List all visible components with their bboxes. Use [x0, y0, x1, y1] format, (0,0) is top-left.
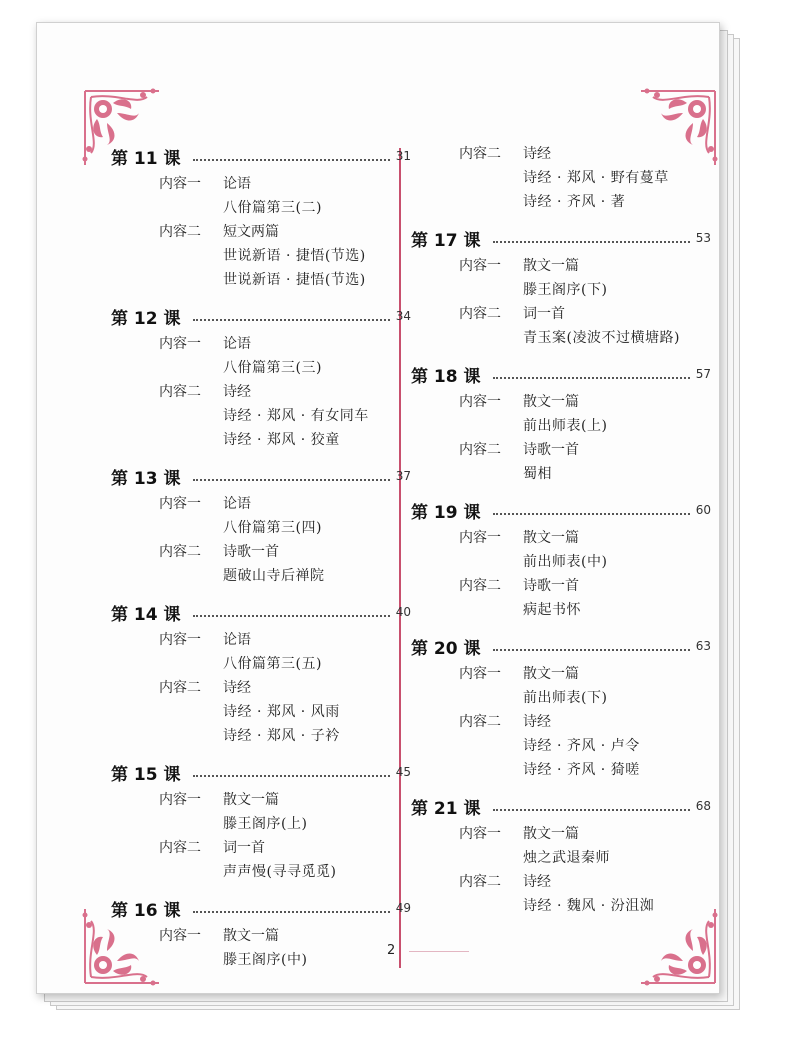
toc-entry[interactable] [411, 325, 711, 349]
content-row[interactable] [111, 171, 411, 195]
toc-entry[interactable] [411, 189, 711, 213]
lesson-header[interactable] [111, 893, 411, 923]
toc-lesson [411, 223, 711, 349]
lesson-title: 第 18 课 [411, 366, 481, 387]
entry-title: 诗经 · 郑风 · 野有蔓草 [523, 170, 669, 186]
entry-title: 世说新语 · 捷悟(节选) [223, 272, 366, 288]
lesson-spacer [411, 485, 711, 495]
entry-title: 声声慢(寻寻觅觅) [223, 864, 337, 880]
content-row[interactable] [411, 709, 711, 733]
lesson-page-number: 37 [395, 469, 411, 483]
content-title: 散文一篇 [523, 258, 579, 274]
entry-title: 八佾篇第三(四) [223, 520, 322, 536]
lesson-spacer [111, 291, 411, 301]
toc-entry[interactable] [411, 733, 711, 757]
lesson-title: 第 13 课 [111, 468, 181, 489]
content-label: 内容二 [159, 224, 201, 240]
entry-title: 诗经 · 郑风 · 狡童 [223, 432, 340, 448]
entry-title: 八佾篇第三(三) [223, 360, 322, 376]
toc-lesson [111, 893, 411, 971]
lesson-title: 第 20 课 [411, 638, 481, 659]
content-title: 诗歌一首 [223, 544, 279, 560]
content-label: 内容一 [459, 394, 501, 410]
lesson-spacer [411, 917, 711, 927]
entry-title: 诗经 · 齐风 · 猗嗟 [523, 762, 640, 778]
lesson-title: 第 21 课 [411, 798, 481, 819]
content-label: 内容一 [159, 792, 201, 808]
toc-lesson [111, 597, 411, 747]
lesson-page-number: 31 [395, 149, 411, 163]
entry-title: 八佾篇第三(二) [223, 200, 322, 216]
content-title: 诗经 [523, 874, 551, 890]
toc-entry[interactable] [411, 845, 711, 869]
lesson-spacer [411, 781, 711, 791]
toc-lesson [111, 301, 411, 451]
content-label: 内容二 [459, 874, 501, 890]
toc-column-right [411, 141, 711, 927]
content-title: 诗经 [523, 714, 551, 730]
content-title: 短文两篇 [223, 224, 279, 240]
lesson-page-number: 57 [695, 367, 711, 381]
toc-entry[interactable] [411, 893, 711, 917]
toc-entry[interactable] [111, 699, 411, 723]
content-label: 内容二 [159, 840, 201, 856]
entry-title: 题破山寺后禅院 [223, 568, 325, 584]
content-label: 内容二 [159, 544, 201, 560]
entry-title: 病起书怀 [523, 602, 581, 618]
toc-entry[interactable] [111, 859, 411, 883]
entry-title: 八佾篇第三(五) [223, 656, 322, 672]
footer-rule [409, 951, 469, 952]
toc-entry[interactable] [111, 243, 411, 267]
toc-lesson [411, 791, 711, 917]
lesson-page-number: 63 [695, 639, 711, 653]
lesson-header[interactable] [111, 141, 411, 171]
dot-leader [493, 649, 690, 651]
entry-title: 蜀相 [523, 466, 552, 482]
lesson-page-number: 45 [395, 765, 411, 779]
lesson-spacer [411, 213, 711, 223]
toc-entry[interactable] [111, 651, 411, 675]
lesson-header[interactable] [411, 223, 711, 253]
content-label: 内容一 [159, 928, 201, 944]
dot-leader [193, 479, 390, 481]
content-title: 论语 [223, 176, 251, 192]
content-row[interactable] [111, 219, 411, 243]
toc-entry[interactable] [411, 277, 711, 301]
content-row[interactable] [111, 923, 411, 947]
lesson-spacer [411, 621, 711, 631]
content-label: 内容一 [159, 336, 201, 352]
toc-entry[interactable] [111, 563, 411, 587]
lesson-spacer [411, 349, 711, 359]
lesson-page-number: 34 [395, 309, 411, 323]
content-label: 内容一 [459, 258, 501, 274]
dot-leader [193, 911, 390, 913]
entry-title: 诗经 · 郑风 · 子衿 [223, 728, 340, 744]
content-row[interactable] [411, 437, 711, 461]
toc-entry[interactable] [411, 461, 711, 485]
lesson-page-number: 53 [695, 231, 711, 245]
content-title: 散文一篇 [523, 826, 579, 842]
lesson-header[interactable] [111, 757, 411, 787]
lesson-title: 第 14 课 [111, 604, 181, 625]
toc-entry[interactable] [411, 597, 711, 621]
toc-entry[interactable] [411, 757, 711, 781]
entry-title: 世说新语 · 捷悟(节选) [223, 248, 366, 264]
content-title: 论语 [223, 496, 251, 512]
lesson-header[interactable] [111, 461, 411, 491]
toc-entry[interactable] [111, 403, 411, 427]
content-row[interactable] [411, 389, 711, 413]
dot-leader [193, 319, 390, 321]
toc-entry[interactable] [111, 723, 411, 747]
content-row[interactable] [411, 573, 711, 597]
content-row[interactable] [411, 661, 711, 685]
entry-title: 前出师表(下) [523, 690, 608, 706]
content-label: 内容二 [459, 146, 501, 162]
toc-lesson [111, 757, 411, 883]
content-title: 论语 [223, 336, 251, 352]
content-title: 散文一篇 [223, 792, 279, 808]
lesson-title: 第 16 课 [111, 900, 181, 921]
content-title: 诗经 [223, 384, 251, 400]
content-row[interactable] [411, 253, 711, 277]
toc-entry[interactable] [111, 427, 411, 451]
entry-title: 诗经 · 齐风 · 卢令 [523, 738, 640, 754]
entry-title: 滕王阁序(上) [223, 816, 308, 832]
toc-entry[interactable] [411, 549, 711, 573]
toc-entry[interactable] [111, 267, 411, 291]
dot-leader [493, 241, 690, 243]
content-title: 词一首 [223, 840, 265, 856]
toc-lesson [111, 461, 411, 587]
book-page [36, 22, 720, 994]
toc-entry[interactable] [111, 355, 411, 379]
toc-entry[interactable] [411, 685, 711, 709]
content-label: 内容一 [159, 632, 201, 648]
lesson-page-number: 49 [395, 901, 411, 915]
content-row[interactable] [111, 675, 411, 699]
content-title: 散文一篇 [523, 394, 579, 410]
content-row[interactable] [111, 491, 411, 515]
content-label: 内容一 [459, 826, 501, 842]
content-label: 内容一 [159, 496, 201, 512]
lesson-spacer [111, 747, 411, 757]
content-label: 内容一 [459, 666, 501, 682]
dot-leader [493, 377, 690, 379]
content-label: 内容二 [459, 442, 501, 458]
content-row[interactable] [411, 141, 711, 165]
lesson-page-number: 40 [395, 605, 411, 619]
content-row[interactable] [111, 787, 411, 811]
content-row[interactable] [411, 869, 711, 893]
entry-title: 青玉案(凌波不过横塘路) [523, 330, 680, 346]
toc-entry[interactable] [411, 413, 711, 437]
entry-title: 诗经 · 齐风 · 著 [523, 194, 626, 210]
content-title: 论语 [223, 632, 251, 648]
content-title: 诗经 [223, 680, 251, 696]
content-title: 诗歌一首 [523, 578, 579, 594]
lesson-header[interactable] [411, 631, 711, 661]
entry-title: 诗经 · 郑风 · 风雨 [223, 704, 340, 720]
lesson-title: 第 17 课 [411, 230, 481, 251]
content-row[interactable] [111, 627, 411, 651]
page-number: 2 [387, 943, 396, 958]
toc-entry[interactable] [111, 195, 411, 219]
content-row[interactable] [111, 379, 411, 403]
entry-title: 滕王阁序(中) [223, 952, 308, 968]
entry-title: 诗经 · 魏风 · 汾沮洳 [523, 898, 655, 914]
lesson-spacer [111, 587, 411, 597]
toc-entry[interactable] [111, 515, 411, 539]
content-label: 内容二 [459, 714, 501, 730]
toc-lesson [411, 141, 711, 213]
dot-leader [193, 615, 390, 617]
entry-title: 前出师表(上) [523, 418, 608, 434]
content-label: 内容一 [159, 176, 201, 192]
lesson-header[interactable] [411, 791, 711, 821]
toc-lesson [111, 141, 411, 291]
content-row[interactable] [411, 301, 711, 325]
content-label: 内容二 [459, 306, 501, 322]
entry-title: 诗经 · 郑风 · 有女同车 [223, 408, 369, 424]
content-row[interactable] [111, 331, 411, 355]
lesson-page-number: 68 [695, 799, 711, 813]
content-row[interactable] [411, 821, 711, 845]
entry-title: 滕王阁序(下) [523, 282, 608, 298]
lesson-spacer [111, 971, 411, 981]
content-row[interactable] [411, 525, 711, 549]
lesson-page-number: 60 [695, 503, 711, 517]
content-title: 诗歌一首 [523, 442, 579, 458]
lesson-title: 第 15 课 [111, 764, 181, 785]
toc-lesson [411, 359, 711, 485]
entry-title: 烛之武退秦师 [523, 850, 610, 866]
lesson-header[interactable] [411, 359, 711, 389]
lesson-header[interactable] [111, 301, 411, 331]
content-title: 散文一篇 [523, 530, 579, 546]
lesson-spacer [111, 883, 411, 893]
content-title: 散文一篇 [523, 666, 579, 682]
toc-column-left [111, 141, 411, 981]
content-label: 内容二 [459, 578, 501, 594]
toc-lesson [411, 631, 711, 781]
toc-entry[interactable] [111, 811, 411, 835]
toc-entry[interactable] [411, 165, 711, 189]
toc-lesson [411, 495, 711, 621]
content-label: 内容一 [459, 530, 501, 546]
dot-leader [193, 775, 390, 777]
content-row[interactable] [111, 835, 411, 859]
content-row[interactable] [111, 539, 411, 563]
content-title: 诗经 [523, 146, 551, 162]
content-title: 散文一篇 [223, 928, 279, 944]
dot-leader [493, 809, 690, 811]
lesson-title: 第 11 课 [111, 148, 181, 169]
toc-entry[interactable] [111, 947, 411, 971]
lesson-header[interactable] [411, 495, 711, 525]
lesson-title: 第 19 课 [411, 502, 481, 523]
lesson-spacer [111, 451, 411, 461]
lesson-header[interactable] [111, 597, 411, 627]
content-label: 内容二 [159, 384, 201, 400]
content-label: 内容二 [159, 680, 201, 696]
entry-title: 前出师表(中) [523, 554, 608, 570]
content-title: 词一首 [523, 306, 565, 322]
dot-leader [193, 159, 390, 161]
dot-leader [493, 513, 690, 515]
lesson-title: 第 12 课 [111, 308, 181, 329]
